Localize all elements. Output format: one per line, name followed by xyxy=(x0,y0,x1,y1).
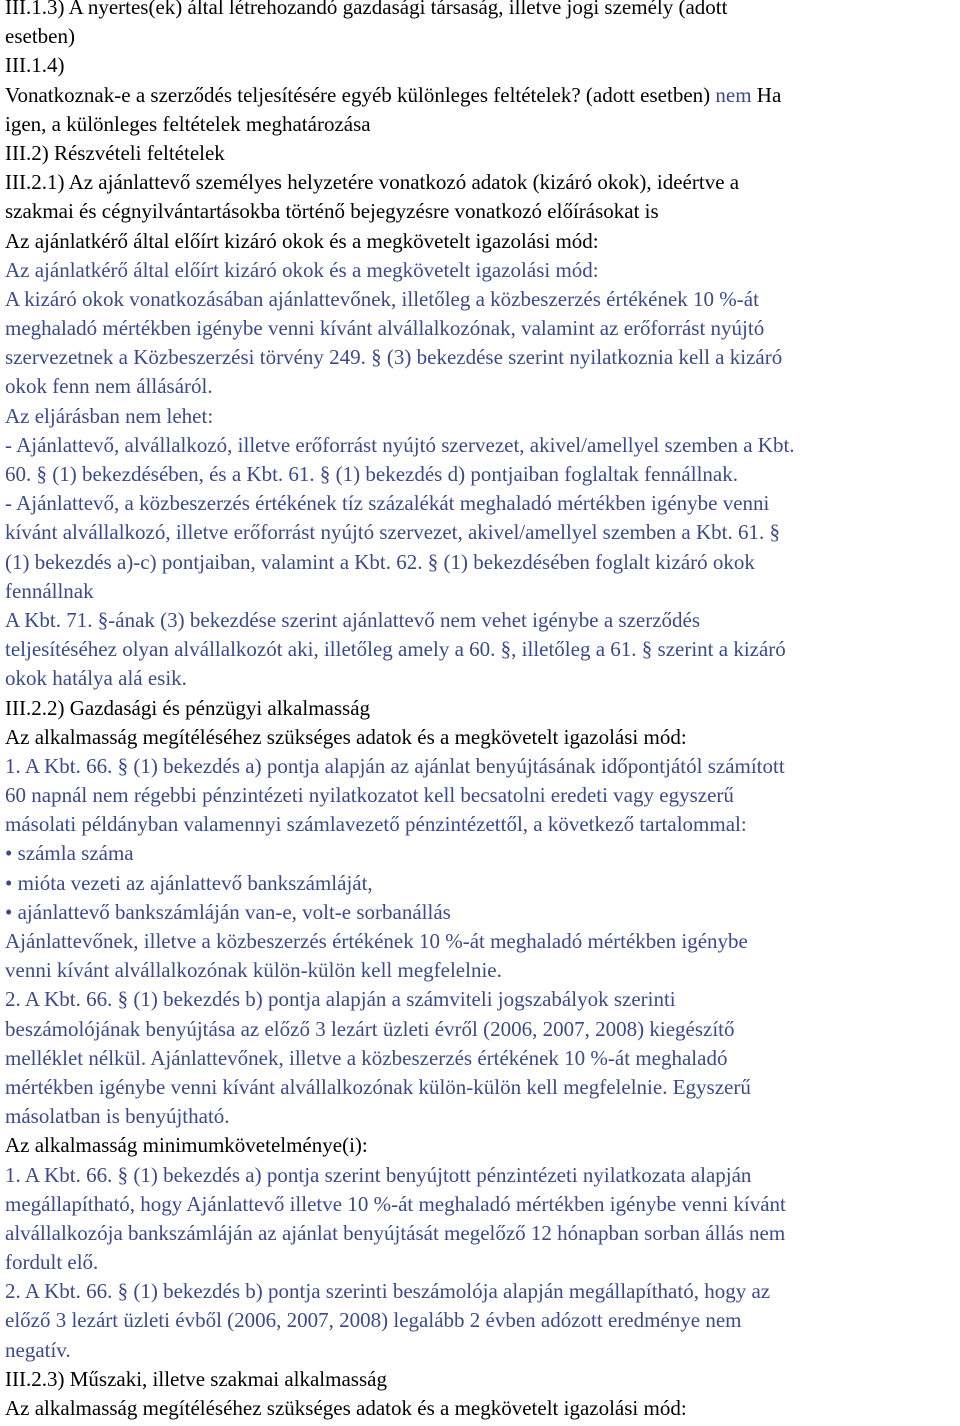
text-line xyxy=(5,402,960,431)
text-segment: Vonatkoznak-e a szerződés teljesítésére egyéb különleges feltételek? (adott esetben) xyxy=(5,82,716,107)
text-segment: Az alkalmasság minimumkövetelménye(i): xyxy=(5,1133,368,1158)
text-line xyxy=(5,518,960,547)
text-segment: mértékben igénybe venni kívánt alvállalkozónak külön-külön kell megfelelnie. Egyszerű xyxy=(5,1074,751,1099)
text-line xyxy=(5,635,960,664)
text-line xyxy=(5,752,960,781)
text-line xyxy=(5,372,960,401)
text-segment: fordult elő. xyxy=(5,1250,99,1275)
text-segment: 2. A Kbt. 66. § (1) bekezdés b) pontja alapján a számviteli jogszabályok szerinti xyxy=(5,987,676,1012)
text-line xyxy=(5,1219,960,1248)
text-line xyxy=(5,1394,960,1423)
text-segment: előző 3 lezárt üzleti évből (2006, 2007, 2008) legalább 2 évben adózott eredménye nem xyxy=(5,1308,742,1333)
text-segment: beszámolójának benyújtása az előző 3 lezárt üzleti évről (2006, 2007, 2008) kiegészítő xyxy=(5,1016,735,1041)
text-segment: 60 napnál nem régebbi pénzintézeti nyilatkozatot kell becsatolni eredeti vagy egyszerű xyxy=(5,783,734,808)
text-segment: meghaladó mértékben igénybe venni kívánt alvállalkozónak, valamint az erőforrást nyújtó xyxy=(5,316,765,341)
text-segment: Az ajánlatkérő által előírt kizáró okok és a megkövetelt igazolási mód: xyxy=(5,257,599,282)
text-line xyxy=(5,869,960,898)
text-line xyxy=(5,606,960,635)
text-segment: III.2.2) Gazdasági és pénzügyi alkalmasság xyxy=(5,695,371,720)
text-line xyxy=(5,197,960,226)
text-line xyxy=(5,956,960,985)
text-line xyxy=(5,1365,960,1394)
text-segment: (1) bekezdés a)-c) pontjaiban, valamint a Kbt. 62. § (1) bekezdésében foglalt kizáró okok xyxy=(5,549,755,574)
text-line xyxy=(5,81,960,110)
text-line xyxy=(5,1306,960,1335)
text-line xyxy=(5,1015,960,1044)
text-line xyxy=(5,694,960,723)
text-segment: III.1.3) A nyertes(ek) által létrehozandó gazdasági társaság, illetve jogi személy (adott xyxy=(5,0,728,19)
text-line xyxy=(5,1277,960,1306)
text-line xyxy=(5,664,960,693)
text-segment: igen, a különleges feltételek meghatározása xyxy=(5,111,371,136)
text-line xyxy=(5,1044,960,1073)
text-line xyxy=(5,577,960,606)
text-segment: alvállalkozója bankszámláján az ajánlat benyújtását megelőző 12 hónapban sorban állás nem xyxy=(5,1220,786,1245)
text-line xyxy=(5,839,960,868)
text-segment: negatív. xyxy=(5,1337,71,1362)
text-line xyxy=(5,1336,960,1365)
text-segment: Az ajánlatkérő által előírt kizáró okok és a megkövetelt igazolási mód: xyxy=(5,228,599,253)
text-line xyxy=(5,1190,960,1219)
text-segment: III.2.1) Az ajánlattevő személyes helyzetére vonatkozó adatok (kizáró okok), ideértve a xyxy=(5,170,740,195)
text-line xyxy=(5,343,960,372)
text-segment: III.2) Részvételi feltételek xyxy=(5,140,225,165)
text-line xyxy=(5,51,960,80)
text-line xyxy=(5,1102,960,1131)
text-line xyxy=(5,139,960,168)
text-line xyxy=(5,489,960,518)
text-line xyxy=(5,1073,960,1102)
text-segment: megállapítható, hogy Ajánlattevő illetve 10 %-át meghaladó mértékben igénybe venni kívánt xyxy=(5,1191,786,1216)
text-segment: melléklet nélkül. Ajánlattevőnek, illetve a közbeszerzés értékének 10 %-át meghaladó xyxy=(5,1045,728,1070)
text-line xyxy=(5,168,960,197)
text-segment: Ha xyxy=(751,82,782,107)
text-segment: - Ajánlattevő, alvállalkozó, illetve erőforrást nyújtó szervezet, akivel/amellyel szemben a Kbt. xyxy=(5,432,795,457)
text-segment: szervezetnek a Közbeszerzési törvény 249. § (3) bekezdése szerint nyilatkoznia kell a kizáró xyxy=(5,345,783,370)
text-segment: nem xyxy=(715,82,752,107)
text-segment: okok fenn nem állásáról. xyxy=(5,374,213,399)
text-line xyxy=(5,285,960,314)
text-segment: • ajánlattevő bankszámláján van-e, volt-e sorbanállás xyxy=(5,899,451,924)
text-line xyxy=(5,460,960,489)
text-line xyxy=(5,0,960,22)
text-line xyxy=(5,1161,960,1190)
text-line xyxy=(5,22,960,51)
text-segment: másolati példányban valamennyi számlavezető pénzintézettől, a következő tartalommal: xyxy=(5,812,747,837)
text-segment: • mióta vezeti az ajánlattevő bankszámláját, xyxy=(5,870,373,895)
text-segment: másolatban is benyújtható. xyxy=(5,1104,230,1129)
text-line xyxy=(5,227,960,256)
text-segment: fennállnak xyxy=(5,578,94,603)
text-segment: - Ajánlattevő, a közbeszerzés értékének tíz százalékát meghaladó mértékben igénybe venni xyxy=(5,491,770,516)
text-segment: 1. A Kbt. 66. § (1) bekezdés a) pontja szerint benyújtott pénzintézeti nyilatkozata alapján xyxy=(5,1162,752,1187)
text-segment: venni kívánt alvállalkozónak külön-külön kell megfelelnie. xyxy=(5,958,502,983)
text-line xyxy=(5,110,960,139)
text-line xyxy=(5,314,960,343)
text-segment: kívánt alvállalkozó, illetve erőforrást nyújtó szervezet, akivel/amellyel szemben a Kbt. 61. § xyxy=(5,520,780,545)
text-line xyxy=(5,723,960,752)
text-segment: A kizáró okok vonatkozásában ajánlattevőnek, illetőleg a közbeszerzés értékének 10 %-át xyxy=(5,286,759,311)
text-segment: III.1.4) xyxy=(5,53,65,78)
text-segment: A Kbt. 71. §-ának (3) bekezdése szerint ajánlattevő nem vehet igénybe a szerződés xyxy=(5,607,701,632)
text-line xyxy=(5,548,960,577)
text-segment: 60. § (1) bekezdésében, és a Kbt. 61. § (1) bekezdés d) pontjaiban foglaltak fennállnak. xyxy=(5,462,738,486)
text-segment: Az eljárásban nem lehet: xyxy=(5,403,214,428)
text-line xyxy=(5,256,960,285)
text-segment: Az alkalmasság megítéléséhez szükséges adatok és a megkövetelt igazolási mód: xyxy=(5,724,687,749)
text-line xyxy=(5,985,960,1014)
text-segment: esetben) xyxy=(5,24,75,49)
text-segment: teljesítéséhez olyan alvállalkozót aki, illetőleg amely a 60. §, illetőleg a 61. § szerint a kizáró xyxy=(5,637,786,662)
text-line xyxy=(5,431,960,460)
text-segment: Az alkalmasság megítéléséhez szükséges adatok és a megkövetelt igazolási mód: xyxy=(5,1396,687,1420)
text-line xyxy=(5,781,960,810)
text-line xyxy=(5,898,960,927)
text-segment: III.2.3) Műszaki, illetve szakmai alkalmasság xyxy=(5,1366,387,1391)
text-line xyxy=(5,810,960,839)
text-segment: szakmai és cégnyilvántartásokba történő bejegyzésre vonatkozó előírásokat is xyxy=(5,199,659,224)
text-segment: okok hatálya alá esik. xyxy=(5,666,187,691)
text-segment: Ajánlattevőnek, illetve a közbeszerzés értékének 10 %-át meghaladó mértékben igénybe xyxy=(5,929,748,953)
text-segment: 2. A Kbt. 66. § (1) bekezdés b) pontja szerinti beszámolója alapján megállapítható, hogy az xyxy=(5,1279,771,1304)
text-line xyxy=(5,1131,960,1160)
text-segment: • számla száma xyxy=(5,841,134,866)
text-line xyxy=(5,927,960,956)
document-page xyxy=(5,0,960,1423)
text-segment: 1. A Kbt. 66. § (1) bekezdés a) pontja alapján az ajánlat benyújtásának időpontjától számított xyxy=(5,753,785,778)
text-line xyxy=(5,1248,960,1277)
